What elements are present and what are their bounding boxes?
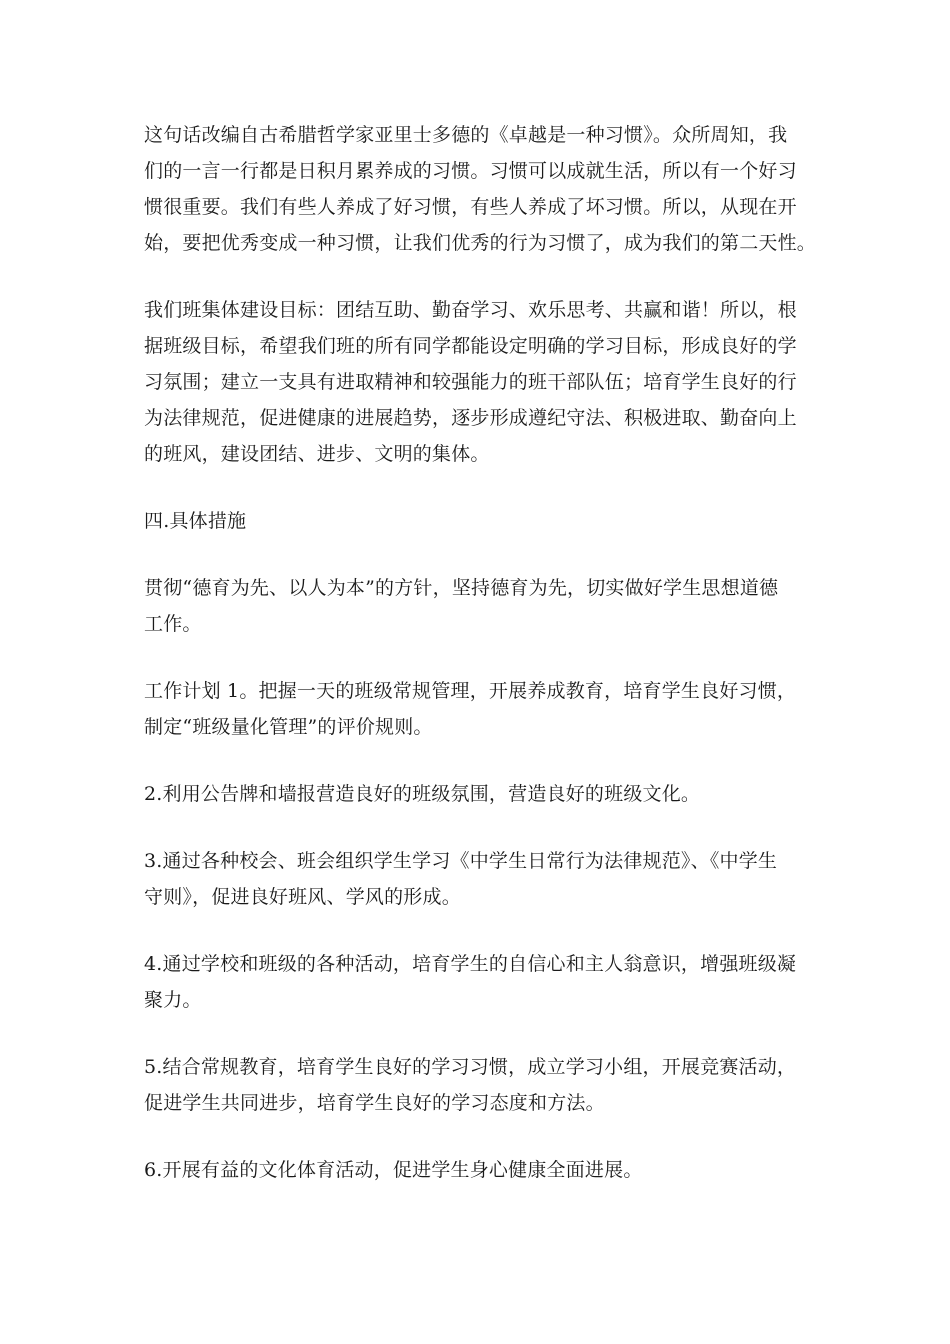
paragraph-class-goals: 我们班集体建设目标：团结互助、勤奋学习、欢乐思考、共赢和谐！所以，根 据班级目标，希望我们班的所有同学都能设定明确的学习目标，形成良好的学 习氛围；建立一支具有进取精神和较强能力的班干部队伍；培育学生良好的行 为法律规范，促进健康的进展趋势，逐步形成遵纪守法、积极进取、勤奋向上 的班风，建设团结、进步、文明的集体。 (144, 299, 797, 465)
list-item-6: 6.开展有益的文化体育活动，促进学生身心健康全面进展。 (144, 1159, 643, 1181)
paragraph-moral-education: 贯彻“德育为先、以人为本”的方针，坚持德育为先，切实做好学生思想道德 工作。 (144, 577, 779, 635)
list-item-4: 4.通过学校和班级的各种活动，培育学生的自信心和主人翁意识，增强班级凝 聚力。 (144, 953, 797, 1011)
list-item-1: 工作计划 1。把握一天的班级常规管理，开展养成教育，培育学生良好习惯， 制定“班级量化管理”的评价规则。 (144, 680, 797, 738)
list-item-5: 5.结合常规教育，培育学生良好的学习习惯，成立学习小组，开展竞赛活动， 促进学生共同进步，培育学生良好的学习态度和方法。 (144, 1056, 797, 1114)
section-heading-measures: 四.具体措施 (144, 510, 247, 532)
document-page (144, 117, 824, 1219)
list-item-2: 2.利用公告牌和墙报营造良好的班级氛围，营造良好的班级文化。 (144, 783, 701, 805)
list-item-3: 3.通过各种校会、班会组织学生学习《中学生日常行为法律规范》、《中学生 守则》，促进良好班风、学风的形成。 (144, 850, 778, 908)
paragraph-excellence-habit: 这句话改编自古希腊哲学家亚里士多德的《卓越是一种习惯》。众所周知，我 们的一言一行都是日积月累养成的习惯。习惯可以成就生活，所以有一个好习 惯很重要。我们有些人养成了好习惯，有些人养成了坏习惯。所以，从现在开 始，要把优秀变成一种习惯，让我们优秀的行为习惯了，成为我们的第二天性。 (144, 124, 817, 254)
